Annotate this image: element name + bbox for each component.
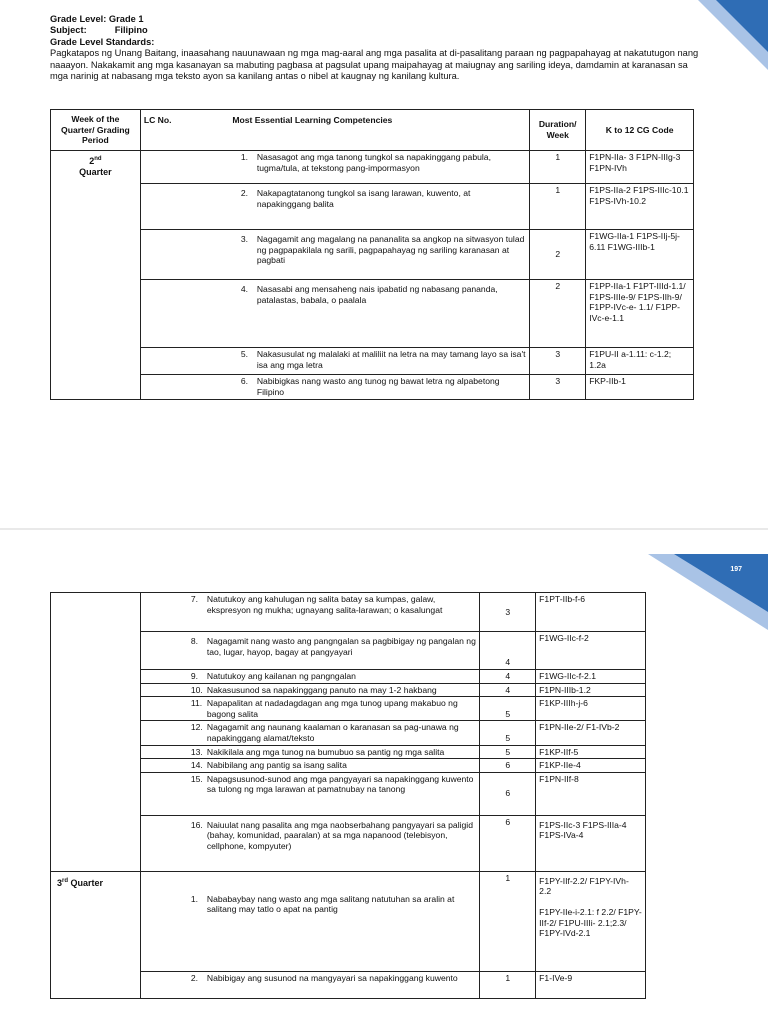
lc-number: 3. [240,234,249,244]
lc-number: 8. [190,636,199,646]
duration-value: 5 [480,745,536,759]
duration-value: 6 [480,815,536,871]
lc-number: 2. [240,188,249,198]
table-row [51,670,646,684]
lc-number: 5. [240,349,249,359]
duration-value: 4 [480,670,536,684]
page-2 [0,530,768,1024]
cg-code: F1KP-IIf-5 [536,745,646,759]
cg-code: F1-IVe-9 [536,971,646,998]
table-row [51,230,694,280]
competency-table-page1 [50,109,694,400]
competency-text: Natutukoy ang kailanan ng pangngalan [206,671,356,681]
competency-text: Nagagamit ang naunang kaalaman o karanasan sa pag-unawa ng napakinggang alamat/teksto [206,722,459,743]
competency-text: Nabibilang ang pantig sa isang salita [206,760,347,771]
competency-text: Nagagamit ang magalang na pananalita sa angkop na sitwasyon tulad ng pagpapakilala ng sarili, pagpapahayag ng sariling karanasan at pagbati [256,234,525,266]
table-row [51,971,646,998]
quarter-3-cell [51,871,141,998]
cg-code: F1WG-IIc-f-2 [536,632,646,670]
competency-text: Nabibigay ang susunod na mangyayari sa napakinggang kuwento [206,972,458,983]
cg-code: F1WG-IIc-f-2.1 [536,670,646,684]
table-header-row [51,110,694,151]
table-row [51,151,694,184]
quarter-3-suffix: rd [62,877,69,884]
cg-code: F1PT-IIb-f-6 [536,593,646,632]
cg-code: F1PS-IIa-2 F1PS-IIIc-10.1 F1PS-IVh-10.2 [586,184,694,230]
lc-number: 11. [190,698,203,709]
grade-level-label: Grade Level: [50,14,107,24]
cg-code: F1KP-IIIh-j-6 [536,697,646,721]
competency-text: Nababaybay nang wasto ang mga salitang natutuhan sa aralin at salitang may tatlo o apat na pantig [206,893,455,915]
quarter-3-number: 3 [57,877,63,888]
duration-value: 3 [530,348,586,375]
cg-code: F1PN-IIf-8 [536,772,646,815]
table-row [51,772,646,815]
competency-text: Natutukoy ang kahulugan ng salita batay sa kumpas, galaw, ekspresyon ng mukha; ugnayang salita-larawan; o kasalungat [206,594,443,615]
competency-text: Nakasusulat ng malalaki at maliliit na letra na may tamang layo sa isa't isa ang mga letra [256,349,526,370]
competency-text: Nakikilala ang mga tunog na bumubuo sa pantig ng mga salita [206,746,445,757]
cg-code: F1PN-IIIb-1.2 [536,683,646,697]
lc-number: 14. [190,760,203,771]
lc-number: 15. [190,773,203,784]
standards-text: Pagkatapos ng Unang Baitang, inaasahang nauunawaan ng mga mag-aaral ang mga pasalita at di-pasalitang paraan ng pagpapahayag at nakatutugon nang naaayon. Nakakamit ang mga kasanayan sa mabuting pagbasa at pagsulat upang maipahayag at maiugnay ang sariling ideya, damdamin at karanasan sa mga narinig at nabasang mga teksto ayon sa kanilang antas o nibel at kaugnay ng kanilang kultura. [50,48,699,82]
cg-code: F1PP-IIa-1 F1PT-IIId-1.1/ F1PS-IIIe-9/ F1PS-IIh-9/ F1PP-IVc-e- 1.1/ F1PP-IVc-e-1.1 [586,280,694,348]
duration-value: 2 [530,280,586,348]
competency-text: Naiuulat nang pasalita ang mga naobserbahang pangyayari sa paligid (bahay, komunidad, paaralan) at sa mga napanood (telebisyon, cellphone, kompyuter) [206,819,473,851]
header-code: K to 12 CG Code [586,110,694,151]
lc-number: 4. [240,284,249,294]
quarter-2-word: Quarter [79,166,112,177]
header-duration: Duration/ Week [530,110,586,151]
duration-value: 1 [530,151,586,184]
competency-text: Nagagamit nang wasto ang pangngalan sa pagbibigay ng pangalan ng tao, lugar, hayop, bagay at pangyayari [206,636,476,657]
quarter-2-number: 2 [89,156,95,166]
table-row [51,759,646,773]
header-week: Week of the Quarter/ Grading Period [51,110,141,151]
duration-value: 6 [480,772,536,815]
table-row [51,375,694,400]
competency-table-page2 [50,592,646,999]
duration-value: 5 [480,721,536,745]
subject-label: Subject: [50,25,87,36]
grade-level-value: Grade 1 [108,14,144,24]
duration-value: 3 [530,375,586,400]
lc-number: 13. [190,746,203,757]
cg-code: F1PY-IIf-2.2/ F1PY-IVh- 2.2 [539,875,629,897]
lc-number: 6. [240,376,249,386]
table-row [51,871,646,971]
table-row [51,721,646,745]
table-row [51,683,646,697]
lc-number: 2. [190,972,199,983]
table-row [51,348,694,375]
table-row [51,593,646,632]
competency-text: Nasasagot ang mga tanong tungkol sa napakinggang pabula, tugma/tula, at tekstong pang-impormasyon [256,152,491,173]
duration-value: 1 [530,184,586,230]
lc-number: 16. [190,819,203,830]
competency-text: Napapalitan at nadadagdagan ang mga tunog upang makabuo ng bagong salita [206,698,458,719]
table-row [51,815,646,871]
cg-code: FKP-IIb-1 [586,375,694,400]
competency-text: Napagsusunod-sunod ang mga pangyayari sa napakinggang kuwento sa tulong ng mga larawan at pamatnubay na tanong [206,773,474,795]
lc-number: 10. [190,684,203,695]
header-competencies: Most Essential Learning Competencies [232,115,393,125]
page-number: 197 [730,566,742,573]
quarter-3-word: Quarter [70,877,104,888]
cg-code: F1KP-IIe-4 [536,759,646,773]
lc-number: 9. [190,671,199,681]
duration-value: 3 [480,593,536,632]
duration-value: 6 [480,759,536,773]
duration-value: 4 [480,683,536,697]
standards-label: Grade Level Standards: [50,36,155,47]
duration-value: 1 [480,871,536,971]
corner-decoration [698,0,768,70]
cg-code: F1PS-IIc-3 F1PS-IIIa-4 F1PS-IVa-4 [536,815,646,871]
duration-value: 5 [480,697,536,721]
cg-code: F1PU-II a-1.11: c-1.2; 1.2a [586,348,694,375]
table-row [51,697,646,721]
cg-code: F1PN-IIe-2/ F1-IVb-2 [536,721,646,745]
cg-code: F1WG-IIa-1 F1PS-IIj-5j-6.11 F1WG-IIIb-1 [586,230,694,280]
table-row [51,745,646,759]
corner-decoration [648,554,768,630]
quarter-2-suffix: nd [94,156,102,162]
lc-number: 1. [190,893,199,904]
competency-text: Nasasabi ang mensaheng nais ipabatid ng nabasang pananda, patalastas, babala, o paalala [256,284,498,305]
table-row [51,280,694,348]
subject-value: Filipino [114,25,148,36]
quarter-2-cell [51,151,141,400]
duration-value: 2 [530,230,586,280]
competency-text: Nabibigkas nang wasto ang tunog ng bawat letra ng alpabetong Filipino [256,376,500,397]
table-row [51,184,694,230]
cg-code: F1PN-IIa- 3 F1PN-IIIg-3 F1PN-IVh [586,151,694,184]
header-lc-no: LC No. [143,115,172,125]
document-header [50,14,700,82]
lc-number: 12. [190,722,203,733]
cg-code-secondary: F1PY-IIe-i-2.1: f 2.2/ F1PY-IIf-2/ F1PU-IIIi- 2.1;2.3/ F1PY-IVd-2.1 [539,906,642,939]
duration-value: 4 [480,632,536,670]
lc-number: 1. [240,152,249,162]
competency-text: Nakasusunod sa napakinggang panuto na may 1-2 hakbang [206,684,437,695]
competency-text: Nakapagtatanong tungkol sa isang larawan, kuwento, at napakinggang balita [256,188,471,209]
lc-number: 7. [190,594,199,604]
duration-value: 1 [480,971,536,998]
table-row [51,632,646,670]
week-cell-empty [51,593,141,872]
